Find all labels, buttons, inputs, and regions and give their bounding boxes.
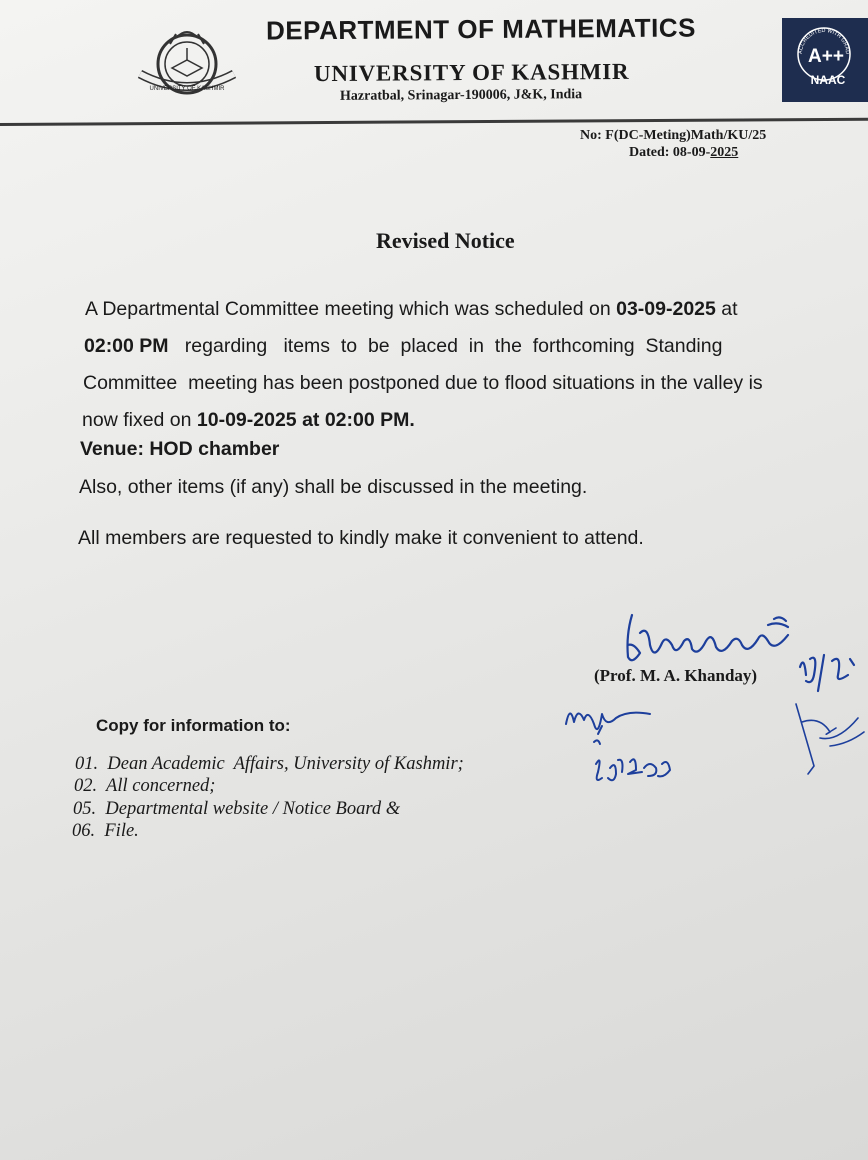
university-name: UNIVERSITY OF KASHMIR bbox=[313, 58, 630, 87]
venue-line: Venue: HOD chamber bbox=[80, 438, 280, 460]
other-items-line: Also, other items (if any) shall be discussed in the meeting. bbox=[79, 476, 588, 498]
handwritten-signature bbox=[592, 595, 868, 705]
notice-title: Revised Notice bbox=[376, 228, 515, 253]
naac-badge-logo bbox=[782, 18, 868, 102]
new-date-time: 10-09-2025 at 02:00 PM. bbox=[196, 409, 415, 431]
copy-list-item: 01. Dean Academic Affairs, University of Kashmir; bbox=[75, 754, 464, 774]
copy-heading: Copy for information to: bbox=[96, 716, 291, 735]
naac-label: NAAC bbox=[810, 73, 846, 87]
notice-line-3: Committee meeting has been postponed due to flood situations in the valley is bbox=[83, 372, 763, 394]
dated-year: 2025 bbox=[710, 145, 739, 160]
handwritten-initials bbox=[558, 698, 868, 790]
line2-text: regarding items to be placed in the forthcoming Standing bbox=[168, 335, 723, 357]
original-time: 02:00 PM bbox=[84, 335, 169, 357]
line1-end: at bbox=[715, 298, 738, 320]
reference-number: No: F(DC-Meting)Math/KU/25 bbox=[580, 128, 767, 143]
naac-ring-text: ACCREDITED WITH GRAD bbox=[797, 27, 851, 55]
original-date: 03-09-2025 bbox=[616, 298, 716, 320]
signatory-name: (Prof. M. A. Khanday) bbox=[594, 666, 758, 685]
naac-grade: A++ bbox=[808, 46, 844, 67]
university-seal-logo bbox=[132, 24, 242, 104]
notice-line-2 bbox=[84, 328, 722, 365]
seal-text: UNIVERSITY OF KASHMIR bbox=[149, 86, 225, 92]
copy-list-item: 06. File. bbox=[72, 821, 139, 841]
notice-line-4 bbox=[82, 402, 415, 439]
line1-text: A Departmental Committee meeting which was scheduled on bbox=[85, 298, 617, 320]
copy-list-item: 02. All concerned; bbox=[74, 776, 216, 796]
department-name: DEPARTMENT OF MATHEMATICS bbox=[265, 12, 697, 46]
notice-line-1 bbox=[85, 291, 738, 328]
dated-line bbox=[629, 145, 738, 161]
dated-prefix: Dated: 08-09- bbox=[629, 145, 711, 160]
header-divider bbox=[0, 118, 868, 126]
line4-text: now fixed on bbox=[82, 409, 197, 431]
university-address: Hazratbal, Srinagar-190006, J&K, India bbox=[339, 87, 583, 104]
attendance-request: All members are requested to kindly make it convenient to attend. bbox=[78, 527, 644, 549]
copy-list-item: 05. Departmental website / Notice Board & bbox=[73, 799, 401, 819]
